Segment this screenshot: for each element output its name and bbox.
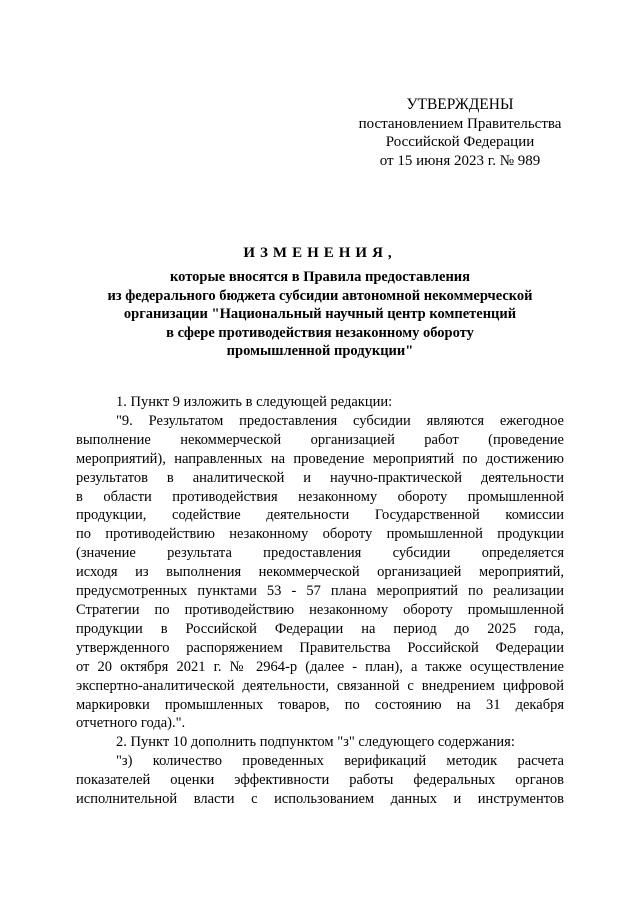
document-title: ИЗМЕНЕНИЯ,	[243, 245, 397, 261]
body-line: продукции в Российской Федерации на период до 2025 года,	[76, 620, 564, 637]
approval-line: постановлением Правительства	[358, 115, 562, 132]
subtitle-line: промышленной продукции"	[226, 343, 414, 359]
body-line: выполнение некоммерческой организацией работ (проведение	[76, 431, 564, 448]
document-body	[76, 393, 564, 809]
body-line: по противодействию незаконному обороту промышленной продукции	[76, 526, 564, 543]
body-line: экспертно-аналитической деятельности, связанной с внедрением цифровой	[76, 677, 564, 694]
body-line: Стратегии по противодействию незаконному обороту промышленной	[76, 601, 564, 618]
body-line: отчетного года).".	[76, 715, 186, 732]
document-subtitle	[60, 268, 580, 361]
body-line: в области противодействия незаконному обороту промышленной	[76, 488, 564, 505]
body-line: 2. Пункт 10 дополнить подпунктом "з" следующего содержания:	[116, 734, 515, 751]
body-line: продукции, содействие деятельности Государственной комиссии	[76, 507, 564, 524]
body-line: исполнительной власти с использованием данных и инструментов	[76, 791, 564, 808]
approval-stamp	[330, 96, 590, 170]
body-line: исходя из выполнения некоммерческой организацией мероприятий,	[76, 564, 564, 581]
body-line: (значение результата предоставления субсидии определяется	[76, 545, 564, 562]
body-line: утвержденного распоряжением Правительства Российской Федерации	[76, 639, 564, 656]
subtitle-line: организации "Национальный научный центр компетенций	[123, 306, 517, 322]
subtitle-line: в сфере противодействия незаконному обороту	[166, 324, 474, 341]
subtitle-line: из федерального бюджета субсидии автономной некоммерческой	[107, 287, 533, 304]
body-line: 1. Пункт 9 изложить в следующей редакции:	[116, 394, 393, 410]
body-line: от 20 октября 2021 г. № 2964-р (далее - план), а также осуществление	[76, 658, 564, 675]
body-line: мероприятий), направленных на проведение мероприятий по достижению	[76, 450, 564, 467]
approval-line: от 15 июня 2023 г. № 989	[379, 152, 541, 169]
body-line: "з) количество проведенных верификаций методик расчета	[116, 753, 564, 770]
approval-heading: УТВЕРЖДЕНЫ	[406, 96, 514, 113]
body-line: предусмотренных пунктами 53 - 57 плана мероприятий по реализации	[76, 583, 564, 600]
approval-line: Российской Федерации	[385, 134, 535, 150]
body-line: показателей оценки эффективности работы федеральных органов	[76, 772, 564, 789]
body-line: "9. Результатом предоставления субсидии являются ежегодное	[116, 412, 564, 429]
body-line: результатов в аналитической и научно-практической деятельности	[76, 469, 564, 486]
body-line: маркировки промышленных товаров, по состоянию на 31 декабря	[76, 696, 564, 713]
subtitle-line: которые вносятся в Правила предоставления	[169, 269, 470, 285]
